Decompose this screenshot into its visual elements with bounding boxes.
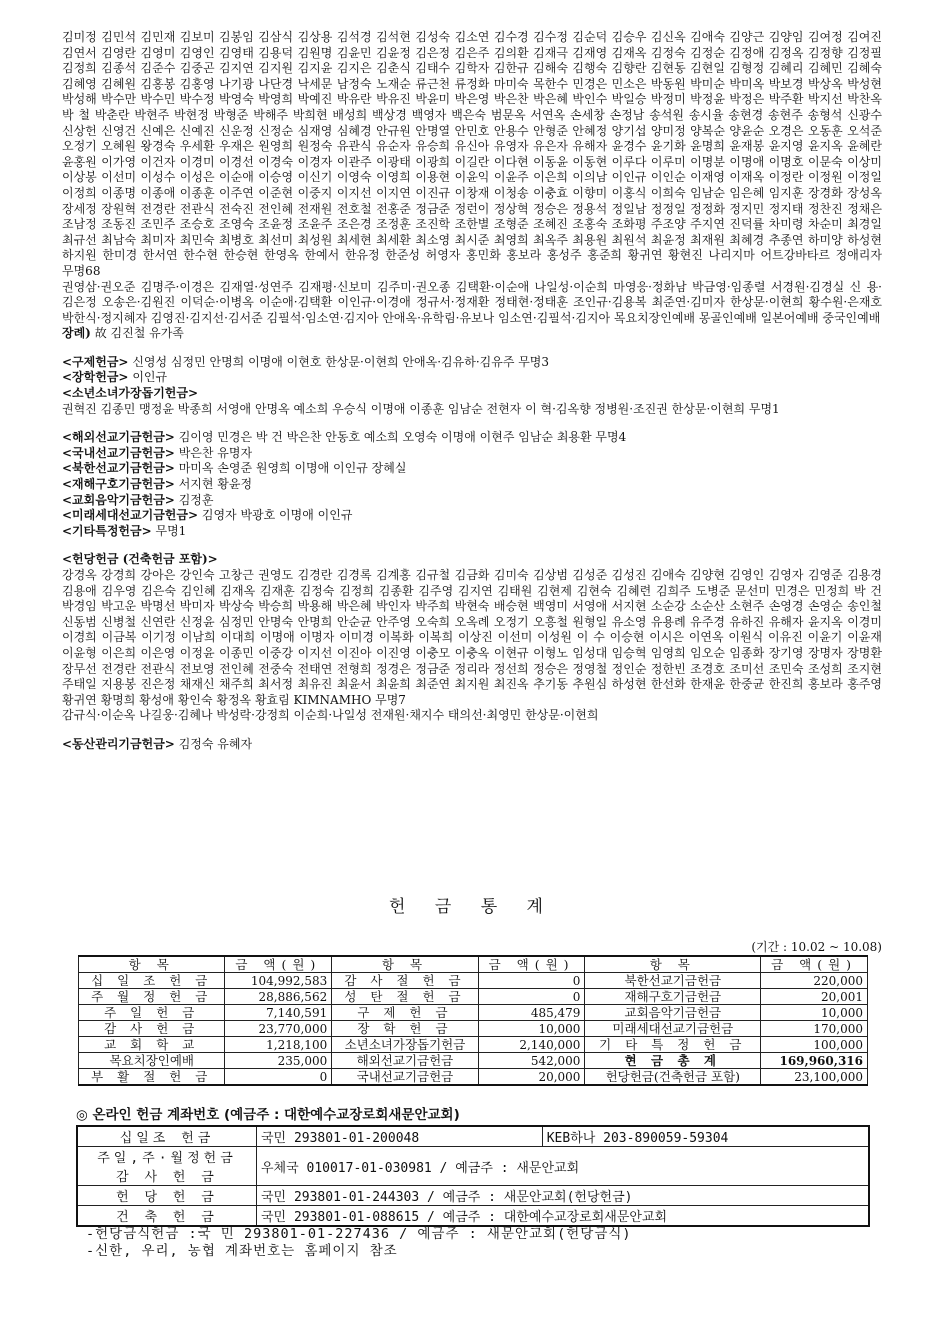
stats-row: 목요치장인예배 235,000 해외선교기금헌금 542,000 현 금 총 계 169,960,316: [79, 1053, 868, 1069]
stats-row: 주 일 헌 금 7,140,591 구 제 헌 금 485,479 교회음악기금헌금 10,000: [79, 1005, 868, 1021]
stats-title: 헌 금 통 계: [389, 897, 555, 917]
overseas-mission-offering: <해외선교기금헌금> 김이영 민경은 박 건 박은찬 안동호 예소희 오영숙 이명애 이현주 임남순 최용환 무명4: [62, 430, 627, 445]
other-special-offering: <기타특정헌금> 무명1: [62, 523, 187, 538]
church-music-offering: <교회음악기금헌금> 김정훈: [62, 492, 214, 507]
building-offering-names: 강경옥 강경희 강아은 강인숙 고창근 권영도 김경란 김경록 김계홍 김규철 김금화 김미숙 김상범 김성준 김성진 김애숙 김양현 김영인 김영자 김영준 김용경 김용애 김우영 김은숙 김인혜 김재옥 김재훈 김정숙 김정희 김종환 김주영 김지연 김태원 김현제 김현숙 김혜련 김희주 도병준 문선미 민경은 민정희 박 건 박경임 박고운 박명선 박미자 박상숙 박승희 박용해 박은혜 박인자 박주희 박현숙 배승현 백영미 서영애 서지현 소순강 소순산 소현주 손영경 손영순 송인철 신동범 신병철 신연란 신정윤 심정민 안명숙 안명희 안순균 안주영 오숙희 오옥례 오정기 오흥철 원형일 유소영 유용례 유주경 유하진 유해자 윤지옥 이경미 이경희 이금복 이기정 이남희 이대희 이명애 이명자 이미경 이복화 이복희 이상진 이선미 이성원 이 수 이승현 이시은 이연옥 이원식 이유진 이윤기 이윤재 이윤형 이은희 이은영 이정윤 이종민 이중강 이지선 이진아 이진영 이충모 이충옥 이현규 이형노 임성대 임승혁 임영희 임오순 임종화 장기영 장명자 장명환 장무선 전경란 전관식 전보영 전인혜 전중숙 전태연 전형희 정경은 정금준 정리라 정선희 정승은 정영철 정인순 정한빈 조경호 조미선 조민숙 조성희 조지현 주태일 지용봉 진은정 채재신 채주희 최서정 최유진 최윤서 최윤희 최준연 최지원 최진옥 추기동 추원심 하성현 한선화 한재윤 한중균 한진희 홍보라 홍주영 황귀연 황명희 황성애 황인숙 황정옥 황효림 KIMNAMHO 무명7: [62, 568, 882, 707]
account-row: 주일,주·월정헌금 감 사 헌 금 우체국 010017-01-030981 / 예금주 : 새문안교회: [77, 1147, 869, 1186]
building-offering-couples: 감규식·이순옥 나길웅·김혜나 박성락·강정희 이순희·나일성 전재원·채지수 태의선·최영민 한상문·이현희: [62, 708, 599, 723]
scholarship-offering: <장학헌금> 이인규: [62, 370, 168, 385]
account-row: 십일조 헌금 국민 293801-01-200048 KEB하나 203-890059-59304: [77, 1126, 869, 1147]
stats-period: (기간 : 10.02 ~ 10.08): [751, 940, 882, 954]
stats-row: 십 일 조 헌 금 104,992,583 감 사 절 헌 금 0 북한선교기금헌금 220,000: [79, 973, 868, 989]
north-korea-mission-offering: <북한선교기금헌금> 마미옥 손영준 원영희 이명애 이인규 장혜실: [62, 461, 407, 476]
total-amount: 169,960,316: [761, 1053, 868, 1069]
disaster-relief-offering: <재해구호기금헌금> 서지현 황윤정: [62, 477, 253, 492]
fasting-offering-note: -헌당금식헌금 :국 민 293801-01-227436 / 예금주 : 새문안교회(헌당금식): [86, 1226, 632, 1242]
youth-head-offering-label: <소년소녀가장돕기헌금>: [62, 386, 199, 401]
offering-list: [62, 30, 882, 1259]
stats-row: 감 사 헌 금 23,770,000 장 학 헌 금 10,000 미래세대선교기금헌금 170,000: [79, 1021, 868, 1037]
other-banks-note: -신한, 우리, 농협 계좌번호는 홈페이지 참조: [86, 1243, 398, 1259]
funeral-offering: 장례) 故 김진철 유가족: [62, 326, 184, 341]
tithe-donor-names: 김미정 김민석 김민재 김보미 김봉임 김삼식 김상용 김석경 김석현 김성숙 김소연 김수경 김수정 김순덕 김승우 김신옥 김애숙 김양근 김양임 김여정 김여진 김연서 김영란 김영미 김영인 김영태 김용덕 김원명 김윤민 김윤정 김은정 김은주 김의환 김재극 김재영 김재옥 김정숙 김정순 김정애 김정옥 김정향 김정필 김정희 김종석 김준수 김중곤 김지연 김지원 김지윤 김지은 김춘식 김태수 김학자 김한규 김해숙 김행숙 김향란 김현동 김현일 김형정 김혜리 김혜민 김혜숙 김혜영 김혜원 김홍봉 김홍영 나기광 나단경 낙세문 남정숙 노재순 류근천 류정화 마미숙 목한수 민경은 민소은 박동원 박미순 박미옥 박보경 박상옥 박성현 박성해 박수만 박수민 박수정 박영숙 박영희 박예진 박유란 박유진 박윤미 박은영 박은찬 박은혜 박인수 박일승 박정미 박정윤 박정은 박주환 박지선 박찬옥 박 철 박춘란 박현주 박현정 박형준 박해주 박희현 배성희 백상경 백영자 백은숙 범문옥 서연옥 손세창 손정남 송석원 송시율 송현경 송현주 송형석 신광수 신상헌 신영건 신예은 신예진 신운정 신정순 심재영 심혜경 안규원 안명열 안민호 안용수 안형준 안혜정 양기섭 양미정 양복순 양윤순 오경은 오동훈 오석준 오정기 오혜원 왕경숙 우세환 우재은 원영희 원정숙 유관식 유순자 유승희 유신아 유영자 유은자 유해자 윤경수 윤기화 윤명희 윤재봉 윤지영 윤지옥 윤혜란 윤홍원 이가영 이건자 이경미 이경선 이경숙 이경자 이관주 이광태 이광희 이길란 이다현 이동윤 이동현 이루다 이루미 이명분 이명애 이명호 이문숙 이상미 이상봉 이선미 이성수 이성은 이순애 이승영 이신기 이영숙 이영희 이용현 이윤익 이윤주 이은희 이의남 이인규 이인순 이재영 이재옥 이정란 이정원 이정일 이정희 이종명 이종애 이종훈 이주연 이준현 이중지 이지선 이지연 이진규 이창재 이청송 이충효 이향미 이홍식 이희숙 임남순 임은혜 임지훈 장경화 장성옥 장세정 장원혁 전경란 전관식 전숙진 전인혜 전재원 전호철 전홍준 정금준 정런이 정상혁 정승은 정용석 정일남 정정일 정정화 정지민 정지태 정찬진 정채은 조남정 조동진 조민주 조승호 조영숙 조윤정 조윤주 조은경 조정훈 조진학 조한별 조형준 조혜진 조홍숙 조화평 주조양 주지연 진덕률 차미령 차순미 최경일 최규선 최남숙 최미자 최민숙 최병호 최선미 최성원 최세현 최세환 최소영 최시준 최영희 최옥주 최용원 최원석 최윤정 최재원 최혜경 추종연 하미양 하성현 하지원 한미경 한서연 한수현 한승현 한영옥 한예서 한유정 한준성 허영자 홍민화 홍보라 홍성주 홍준희 황귀연 황현진 나리지마 어트강바타르 정애리자 무명68: [62, 30, 882, 278]
couple-donor-names: 권영삼·권오준 김명주·이경은 김재열·성연주 김재평·신보미 김주미·권오종 김택환·이순애 나일성·이순희 마영응·정화남 박금영·임종렬 서경원·김경실 신 용·김은정 오송은·김원진 이덕순·이병옥 이순애·김택환 이인규·이경애 정규서·정재환 정태현·정태훈 조인규·김용복 최준연·김미자 한상문·이현희 황수원·은재호 박한식·정지혜자 김영진·김지선·김서준 김필석·임소연·김지아 안애옥·유학림·유보나 임소연·김필석·김지아 목요치장인예배 몽골인예배 일본어예배 중국인예배: [62, 279, 882, 325]
future-generation-offering: <미래세대선교기금헌금> 김영자 박광호 이명애 이인규: [62, 508, 353, 523]
property-management-offering: <동산관리기금헌금> 김정숙 유혜자: [62, 736, 253, 751]
relief-offering: <구제헌금> 신영성 심정민 안명희 이명애 이현호 한상문·이현희 안애옥·김유하·김유주 무명3: [62, 354, 550, 369]
building-offering-label: <헌당헌금 (건축헌금 포함)>: [62, 552, 218, 567]
account-section-title: ◎ 온라인 헌금 계좌번호 (예금주 : 대한예수교장로회새문안교회): [76, 1107, 460, 1123]
stats-row: 주 월 정 헌 금 28,886,562 성 탄 절 헌 금 0 재해구호기금헌금 20,001: [79, 989, 868, 1005]
stats-header-row: 항 목 금 액(원) 항 목 금 액(원) 항 목 금 액(원): [79, 956, 868, 973]
account-table: [76, 1125, 870, 1227]
account-notes: [86, 1226, 632, 1260]
stats-table: [78, 955, 868, 1086]
account-row: 건 축 헌 금 국민 293801-01-088615 / 예금주 : 대한예수교장로회새문안교회: [77, 1206, 869, 1227]
total-label: 현 금 총 계: [585, 1053, 761, 1069]
domestic-mission-offering: <국내선교기금헌금> 박은찬 유명자: [62, 445, 253, 460]
account-row: 헌 당 헌 금 국민 293801-01-244303 / 예금주 : 새문안교회(헌당헌금): [77, 1186, 869, 1206]
stats-row: 부 활 절 헌 금 0 국내선교기금헌금 20,000 헌당헌금(건축헌금 포함) 23,100,000: [79, 1069, 868, 1086]
stats-row: 교 회 학 교 1,218,100 소년소녀가장돕기헌금 2,140,000 기 타 특 정 헌 금 100,000: [79, 1037, 868, 1053]
youth-head-offering-names: 권혁진 김종민 맹정윤 박종희 서영애 안명옥 예소희 우승식 이명애 이종훈 임남순 전현자 이 혁·김옥향 정병원·조진권 한상문·이현희 무명1: [62, 401, 780, 416]
